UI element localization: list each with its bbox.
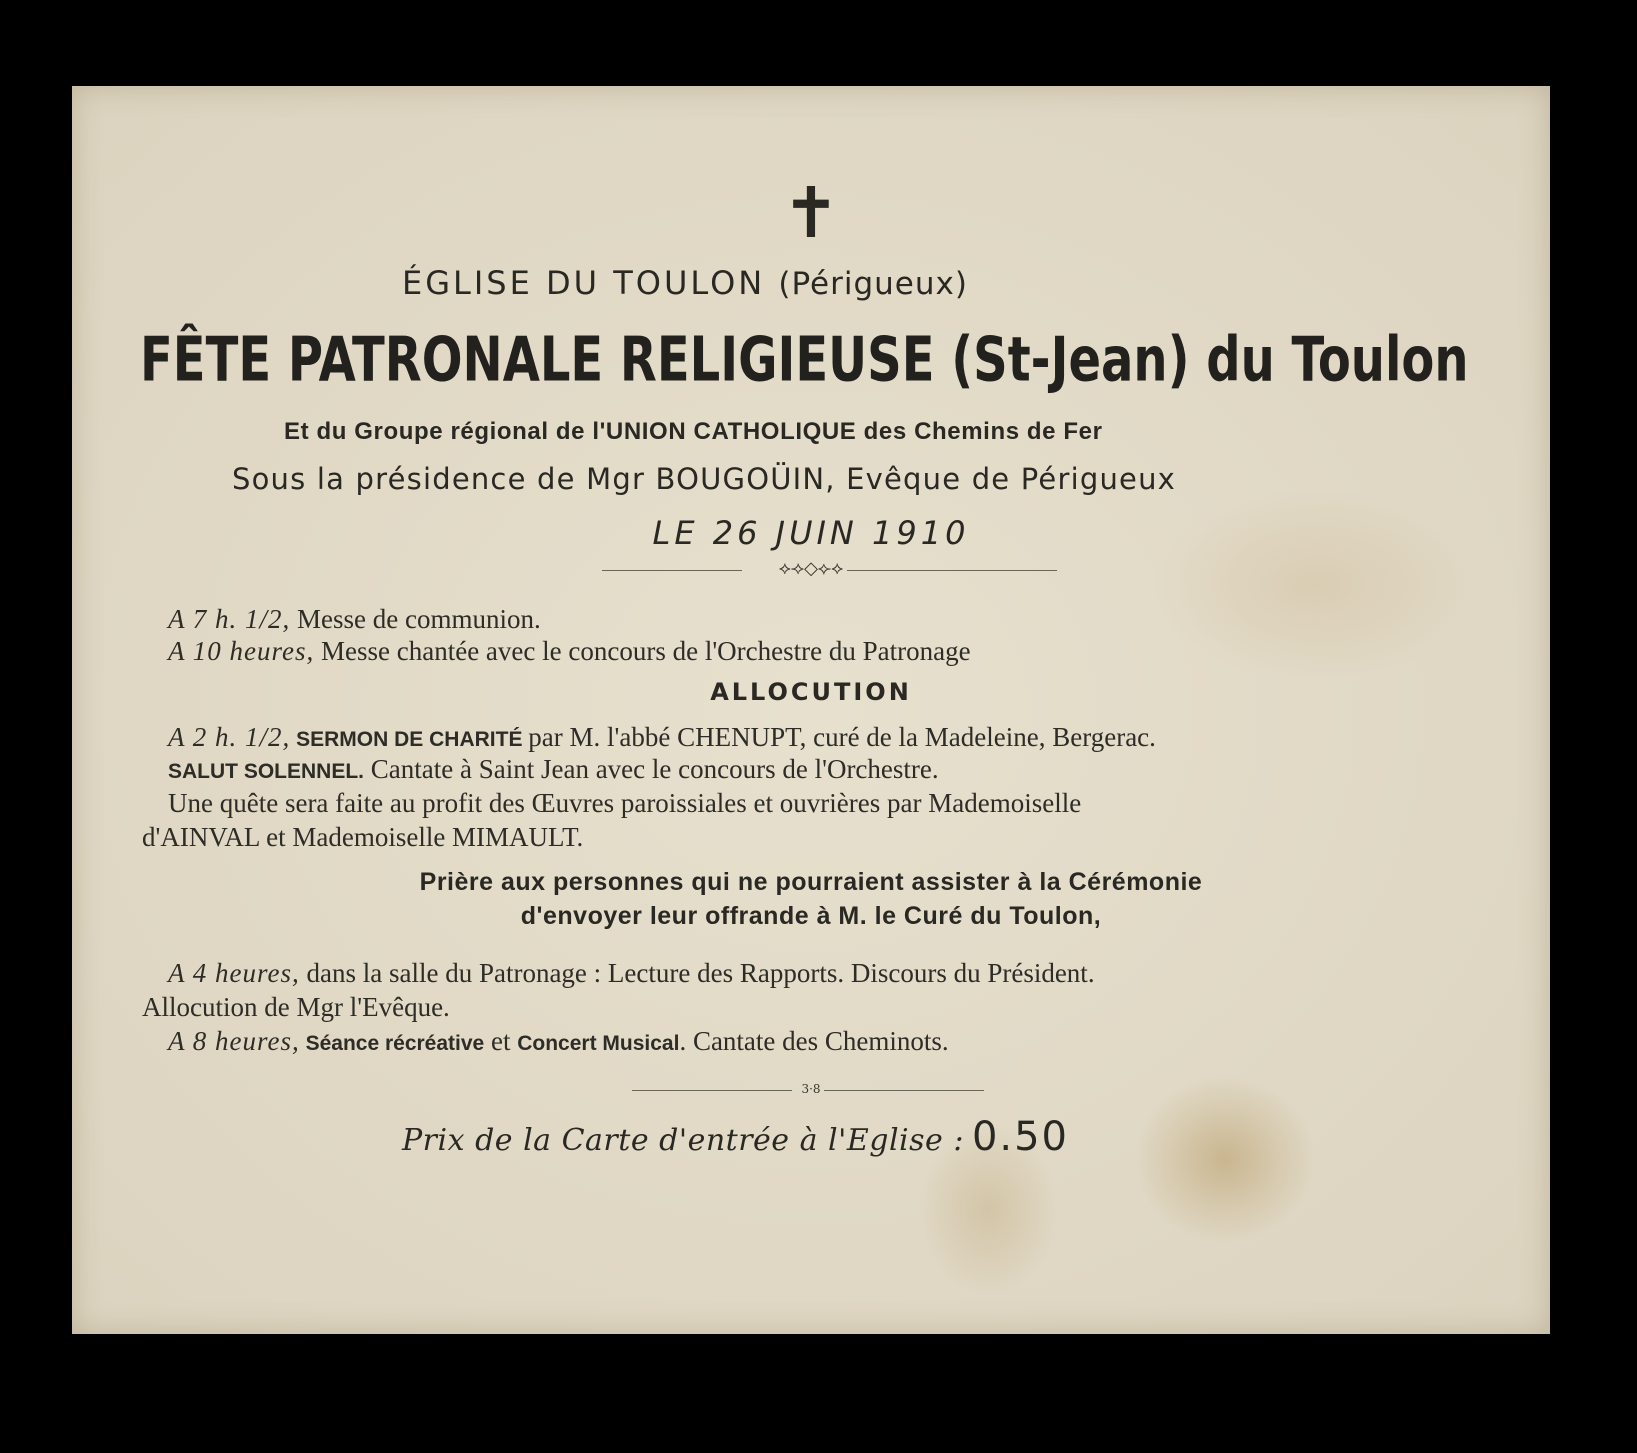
program-time-2: A 10 heures, xyxy=(168,636,315,666)
price-label: Prix de la Carte d'entrée à l'Eglise : xyxy=(402,1123,964,1158)
church-name: ÉGLISE DU TOULON xyxy=(402,264,766,302)
program-text-3: par M. l'abbé CHENUPT, curé de la Madeleine, Bergerac. xyxy=(528,722,1156,752)
price-value: 0.50 xyxy=(971,1114,1069,1160)
program-bold-4: SALUT SOLENNEL. xyxy=(168,760,365,783)
ornament-divider-1: ⟡⟢◇⟣⟡ xyxy=(778,558,844,579)
program-line-9 xyxy=(168,1026,949,1057)
ornament-divider-2: 3·8 xyxy=(801,1082,821,1096)
program-line-6: d'AINVAL et Mademoiselle MIMAULT. xyxy=(142,822,584,852)
event-title: FÊTE PATRONALE RELIGIEUSE (St-Jean) du Toulon xyxy=(140,324,1469,396)
program-text-2: Messe chantée avec le concours de l'Orchestre du Patronage xyxy=(314,636,971,666)
program-text-1: Messe de communion. xyxy=(290,604,541,634)
program-line-4 xyxy=(168,754,939,785)
program-time-9: A 8 heures, xyxy=(168,1026,300,1056)
program-time-1: A 7 h. 1/2, xyxy=(168,604,291,634)
request-line-2: d'envoyer leur offrande à M. le Curé du Toulon, xyxy=(520,902,1102,930)
program-line-7 xyxy=(168,958,1095,989)
presidency-line: Sous la présidence de Mgr BOUGOÜIN, Evêque de Périgueux xyxy=(232,462,1177,496)
program-line-5: Une quête sera faite au profit des Œuvres paroissiales et ouvrières par Mademoiselle xyxy=(168,788,1082,818)
program-bold-9b: Concert Musical xyxy=(517,1032,680,1055)
group-subtitle: Et du Groupe régional de l'UNION CATHOLIQUE des Chemins de Fer xyxy=(284,418,1103,445)
event-card xyxy=(72,86,1550,1334)
program-time-7: A 4 heures, xyxy=(168,958,300,988)
program-text-9: . Cantate des Cheminots. xyxy=(679,1026,949,1056)
cross-icon: ✝ xyxy=(781,172,841,254)
program-text-7: dans la salle du Patronage : Lecture des Rapports. Discours du Président. xyxy=(299,958,1095,988)
program-line-1 xyxy=(168,604,541,635)
program-time-3: A 2 h. 1/2, xyxy=(168,722,291,752)
program-bold-9a: Séance récréative xyxy=(299,1032,485,1055)
church-heading xyxy=(402,264,968,302)
church-location: (Périgueux) xyxy=(778,266,968,302)
price-line xyxy=(402,1114,1069,1160)
allocution-heading: ALLOCUTION xyxy=(710,678,912,706)
program-bold-3: SERMON DE CHARITÉ xyxy=(290,728,529,751)
program-mid-9: et xyxy=(484,1026,518,1056)
request-line-1: Prière aux personnes qui ne pourraient assister à la Cérémonie xyxy=(419,868,1203,896)
program-text-4: Cantate à Saint Jean avec le concours de l'Orchestre. xyxy=(364,754,939,784)
program-line-2 xyxy=(168,636,971,667)
program-line-3 xyxy=(168,722,1156,753)
program-line-8: Allocution de Mgr l'Evêque. xyxy=(142,992,450,1022)
event-date: LE 26 JUIN 1910 xyxy=(652,514,970,552)
